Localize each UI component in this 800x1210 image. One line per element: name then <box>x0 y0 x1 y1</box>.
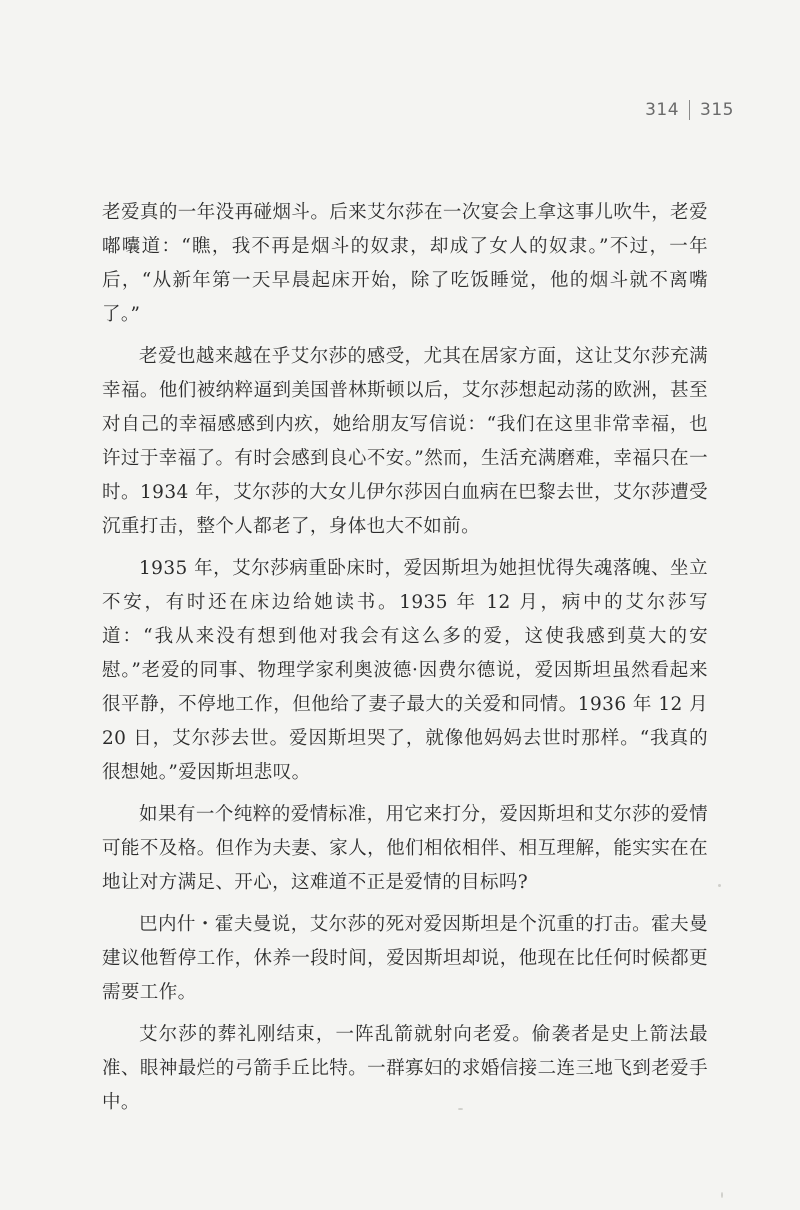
paragraph-5: 巴内什・霍夫曼说，艾尔莎的死对爱因斯坦是个沉重的打击。霍夫曼建议他暂停工作，休养一段时间，爱因斯坦却说，他现在比任何时候都更需要工作。 <box>102 914 708 1003</box>
paper-speck <box>718 884 721 887</box>
paragraph-2: 老爱也越来越在乎艾尔莎的感受，尤其在居家方面，这让艾尔莎充满幸福。他们被纳粹逼到美国普林斯顿以后，艾尔莎想起动荡的欧洲，甚至对自己的幸福感感到内疚，她给朋友写信说：“我们在这里非常幸福，也许过于幸福了。有时会感到良心不安。”然而，生活充满磨难，幸福只在一时。1934 年，艾尔莎的大女儿伊尔莎因白血病在巴黎去世，艾尔莎遭受沉重打击，整个人都老了，身体也大不如前。 <box>102 346 708 537</box>
page-number-header <box>645 100 734 120</box>
paragraph-6: 艾尔莎的葬礼刚结束，一阵乱箭就射向老爱。偷袭者是史上箭法最准、眼神最烂的弓箭手丘比特。一群寡妇的求婚信接二连三地飞到老爱手中。 <box>102 1024 708 1113</box>
paragraph-4: 如果有一个纯粹的爱情标准，用它来打分，爱因斯坦和艾尔莎的爱情可能不及格。但作为夫妻、家人，他们相依相伴、相互理解，能实实在在地让对方满足、开心，这难道不正是爱情的目标吗? <box>102 804 708 893</box>
paragraph-1: 老爱真的一年没再碰烟斗。后来艾尔莎在一次宴会上拿这事儿吹牛，老爱嘟囔道：“瞧，我不再是烟斗的奴隶，却成了女人的奴隶。”不过，一年后，“从新年第一天早晨起床开始，除了吃饭睡觉，他的烟斗就不离嘴了。” <box>102 202 708 325</box>
paragraph-3: 1935 年，艾尔莎病重卧床时，爱因斯坦为她担忧得失魂落魄、坐立不安，有时还在床边给她读书。1935 年 12 月，病中的艾尔莎写道：“我从来没有想到他对我会有这么多的爱，这使我感到莫大的安慰。”老爱的同事、物理学家利奥波德·因费尔德说，爱因斯坦虽然看起来很平静，不停地工作，但他给了妻子最大的关爱和同情。1936 年 12 月 20 日，艾尔莎去世。爱因斯坦哭了，就像他妈妈去世时那样。“我真的很想她。”爱因斯坦悲叹。 <box>102 558 708 783</box>
body-text <box>102 196 708 1128</box>
page-number-right: 315 <box>700 100 734 120</box>
page-number-divider <box>689 100 690 120</box>
paper-speck <box>721 1192 723 1198</box>
paper-speck <box>458 1108 463 1110</box>
page-number-left: 314 <box>645 100 680 120</box>
